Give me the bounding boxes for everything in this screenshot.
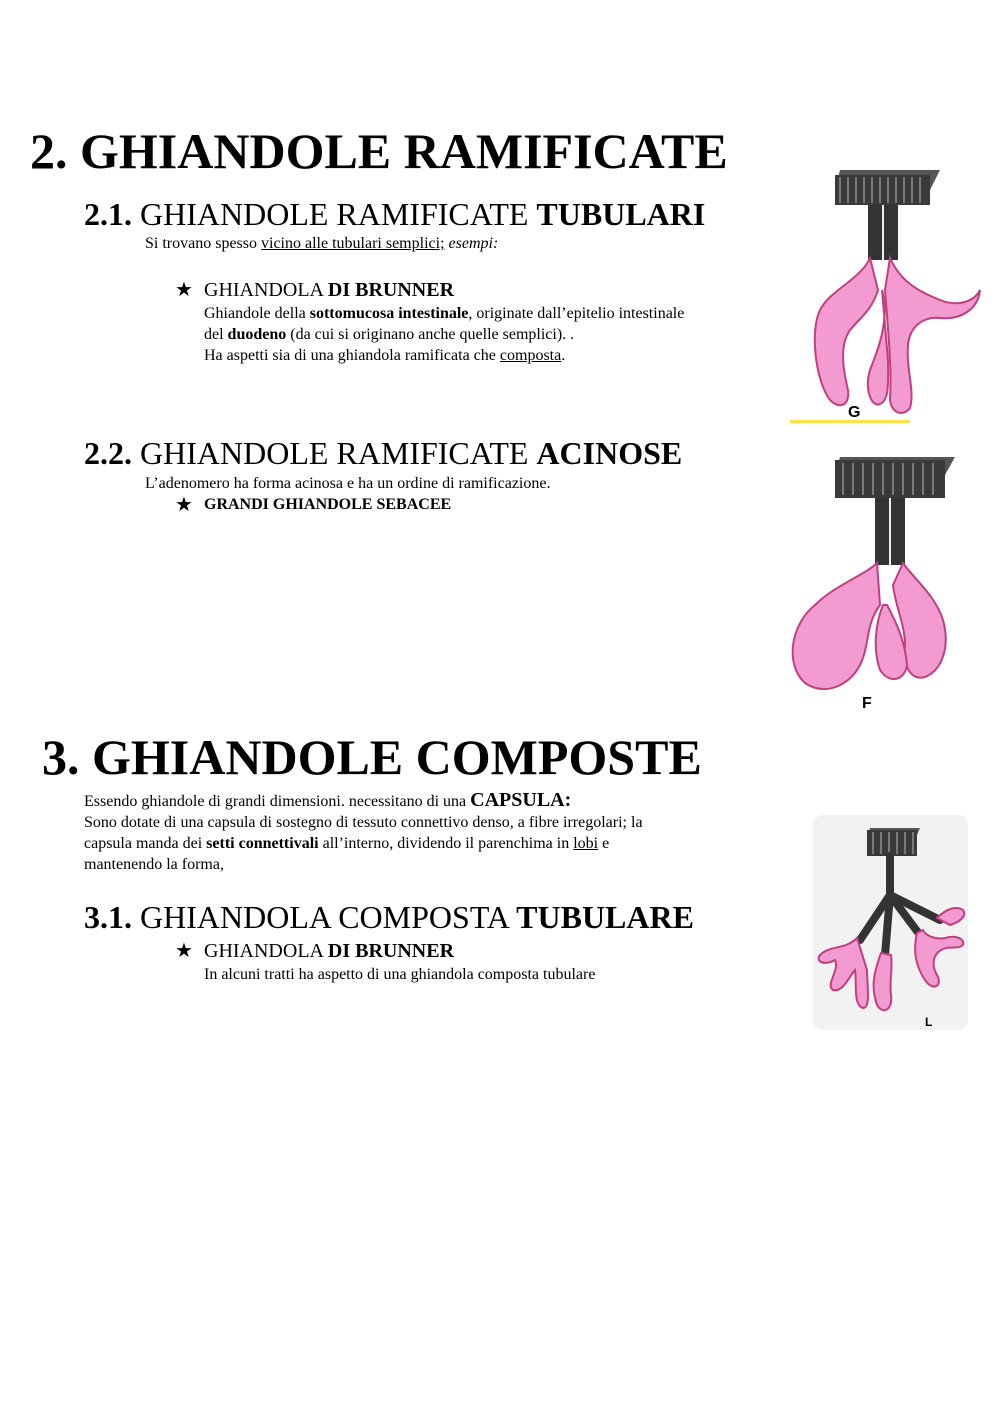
section-2-2-intro: L’adenomero ha forma acinosa e ha un ordine di ramificazione. xyxy=(145,475,551,492)
para-line-1: Essendo ghiandole di grandi dimensioni. necessitano di una CAPSULA: xyxy=(84,789,572,811)
star-icon: ★ xyxy=(175,494,193,516)
section-3-title: 3. GHIANDOLE COMPOSTE xyxy=(42,729,702,785)
brunner-item-title xyxy=(204,280,454,300)
brunner-compound-desc: In alcuni tratti ha aspetto di una ghiandola composta tubulare xyxy=(204,966,596,983)
desc-line-2: del duodeno (da cui si originano anche quelle semplici). . xyxy=(204,326,575,343)
figure-branched-tubular-gland xyxy=(790,150,990,430)
figure-letter-g: G xyxy=(848,404,861,421)
item-label-bold: DI BRUNNER xyxy=(327,940,455,962)
heading-number: 3.1. xyxy=(84,899,132,935)
heading-bold: TUBULARI xyxy=(536,196,706,232)
desc-line-3: Ha aspetti sia di una ghiandola ramificata che composta. xyxy=(204,347,566,364)
sebaceous-item: GRANDI GHIANDOLE SEBACEE xyxy=(204,496,452,513)
heading-label: GHIANDOLA COMPOSTA xyxy=(140,899,509,935)
figure-letter-f: F xyxy=(862,695,872,712)
section-3-paragraph xyxy=(84,790,643,875)
heading-label: GHIANDOLE RAMIFICATE xyxy=(140,196,529,232)
star-icon: ★ xyxy=(175,279,193,301)
section-2-title: 2. GHIANDOLE RAMIFICATE xyxy=(30,123,728,179)
section-2-2-heading xyxy=(84,437,682,469)
intro-underlined: vicino alle tubulari semplici; xyxy=(261,235,445,252)
brunner-description xyxy=(204,303,684,366)
heading-number: 2.2. xyxy=(84,435,132,471)
heading-bold: TUBULARE xyxy=(516,899,694,935)
intro-italic: esempi: xyxy=(448,235,499,252)
para-line-3: capsula manda dei setti connettivali all’interno, dividendo il parenchima in lobi e xyxy=(84,835,610,852)
desc-line-1: Ghiandole della sottomucosa intestinale, originate dall’epitelio intestinale xyxy=(204,305,685,322)
section-2-1-intro xyxy=(145,233,498,254)
heading-label: GHIANDOLE RAMIFICATE xyxy=(140,435,529,471)
section-2-1-heading xyxy=(84,198,705,230)
para-line-4: mantenendo la forma, xyxy=(84,856,224,873)
brunner-item-title xyxy=(204,941,454,961)
para-line-2: Sono dotate di una capsula di sostegno di tessuto connettivo denso, a fibre irregolari; la xyxy=(84,814,643,831)
figure-letter-l: L xyxy=(925,1015,933,1029)
intro-text: Si trovano spesso xyxy=(145,235,261,252)
heading-number: 2.1. xyxy=(84,196,132,232)
figure-branched-acinar-gland xyxy=(765,445,995,720)
section-3-1-heading xyxy=(84,901,694,933)
item-label: GHIANDOLA xyxy=(204,940,328,962)
figure-compound-tubular-gland xyxy=(805,810,975,1035)
star-icon: ★ xyxy=(175,940,193,962)
heading-bold: ACINOSE xyxy=(536,435,683,471)
item-label: GHIANDOLA xyxy=(204,279,328,301)
item-label-bold: DI BRUNNER xyxy=(327,279,455,301)
